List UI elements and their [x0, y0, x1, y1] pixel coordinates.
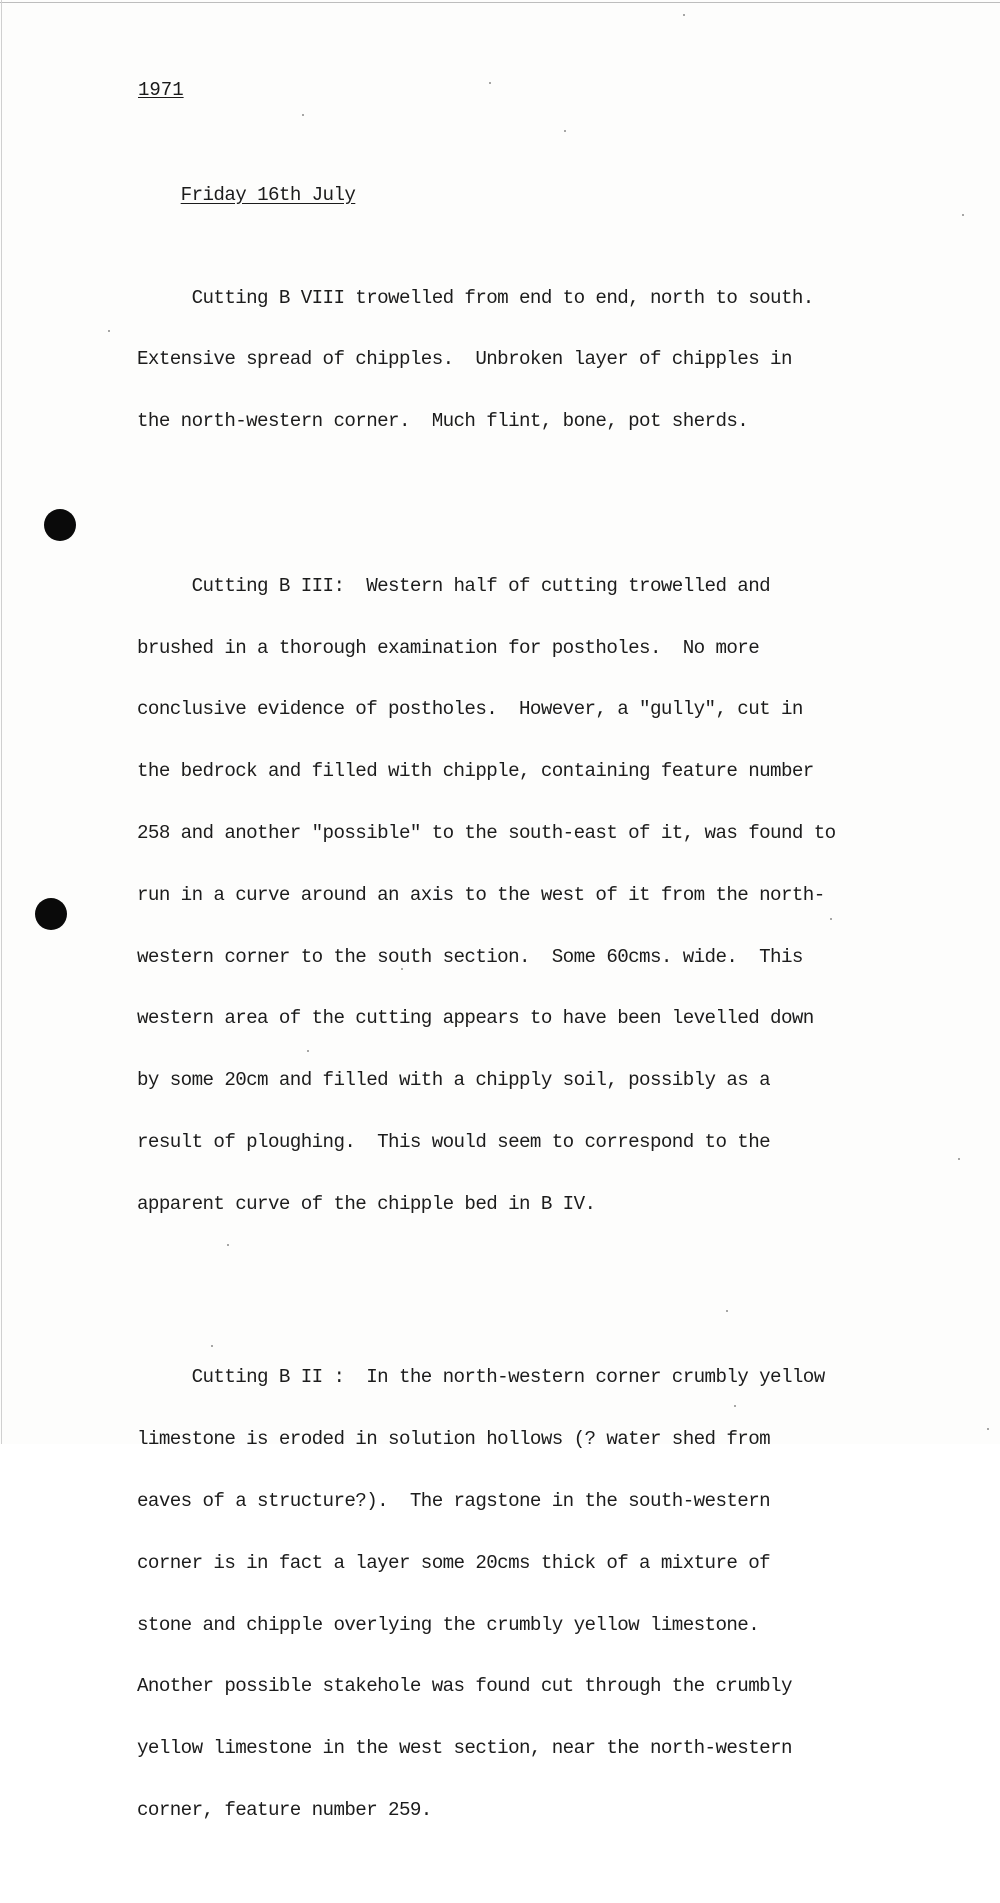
- punch-hole-upper: [44, 509, 76, 541]
- text-line: Another possible stakehole was found cut through the crumbly: [137, 1675, 792, 1698]
- text-line: corner is in fact a layer some 20cms thick of a mixture of: [137, 1551, 771, 1574]
- text-line: stone and chipple overlying the crumbly yellow limestone.: [137, 1613, 760, 1636]
- paper-speck: [302, 114, 304, 116]
- text-line: by some 20cm and filled with a chipply soil, possibly as a: [137, 1069, 771, 1092]
- text-line: limestone is eroded in solution hollows (? water shed from: [137, 1428, 771, 1451]
- text-line: corner, feature number 259.: [137, 1798, 432, 1821]
- paper-speck: [958, 1158, 960, 1160]
- punch-hole-lower: [35, 898, 67, 930]
- paper-speck: [987, 1428, 989, 1430]
- text-line: eaves of a structure?). The ragstone in the south-western: [137, 1490, 771, 1512]
- text-line: Cutting B VIII trowelled from end to end, north to south.: [137, 286, 814, 309]
- text-line: Cutting B II : In the north-western corner crumbly yellow: [137, 1366, 825, 1389]
- paragraph-cutting-b-ii: [137, 1326, 917, 1861]
- page-top-edge: [0, 2, 1000, 3]
- paragraph-cutting-b-viii: [137, 246, 917, 473]
- text-line: result of ploughing. This would seem to correspond to the: [137, 1130, 771, 1153]
- text-line: western area of the cutting appears to have been levelled down: [137, 1007, 814, 1030]
- paper-speck: [108, 330, 110, 332]
- paragraph-cutting-b-iii: [137, 535, 917, 1256]
- text-line: the bedrock and filled with chipple, containing feature number: [137, 760, 814, 783]
- text-line: the north-western corner. Much flint, bone, pot sherds.: [137, 410, 749, 433]
- text-line: brushed in a thorough examination for postholes. No more: [137, 636, 760, 659]
- text-line: run in a curve around an axis to the west of it from the north-: [137, 883, 825, 906]
- text-line: Extensive spread of chipples. Unbroken layer of chipples in: [137, 348, 792, 371]
- paper-speck: [683, 14, 685, 16]
- text-line: 258 and another "possible" to the south-east of it, was found to: [137, 822, 836, 844]
- text-line: yellow limestone in the west section, near the north-western: [137, 1737, 792, 1760]
- paper-speck: [962, 214, 964, 216]
- text-line: conclusive evidence of postholes. However, a "gully", cut in: [137, 698, 803, 721]
- paper-speck: [489, 82, 491, 84]
- page-left-edge: [1, 0, 2, 1444]
- text-line: Cutting B III: Western half of cutting trowelled and: [137, 574, 771, 597]
- year-heading: 1971: [138, 79, 184, 101]
- text-line: western corner to the south section. Some 60cms. wide. This: [137, 945, 803, 968]
- text-line: apparent curve of the chipple bed in B IV.: [137, 1192, 596, 1215]
- paper-speck: [564, 130, 566, 132]
- diary-entry: [137, 164, 917, 1903]
- date-heading: Friday 16th July: [180, 183, 356, 206]
